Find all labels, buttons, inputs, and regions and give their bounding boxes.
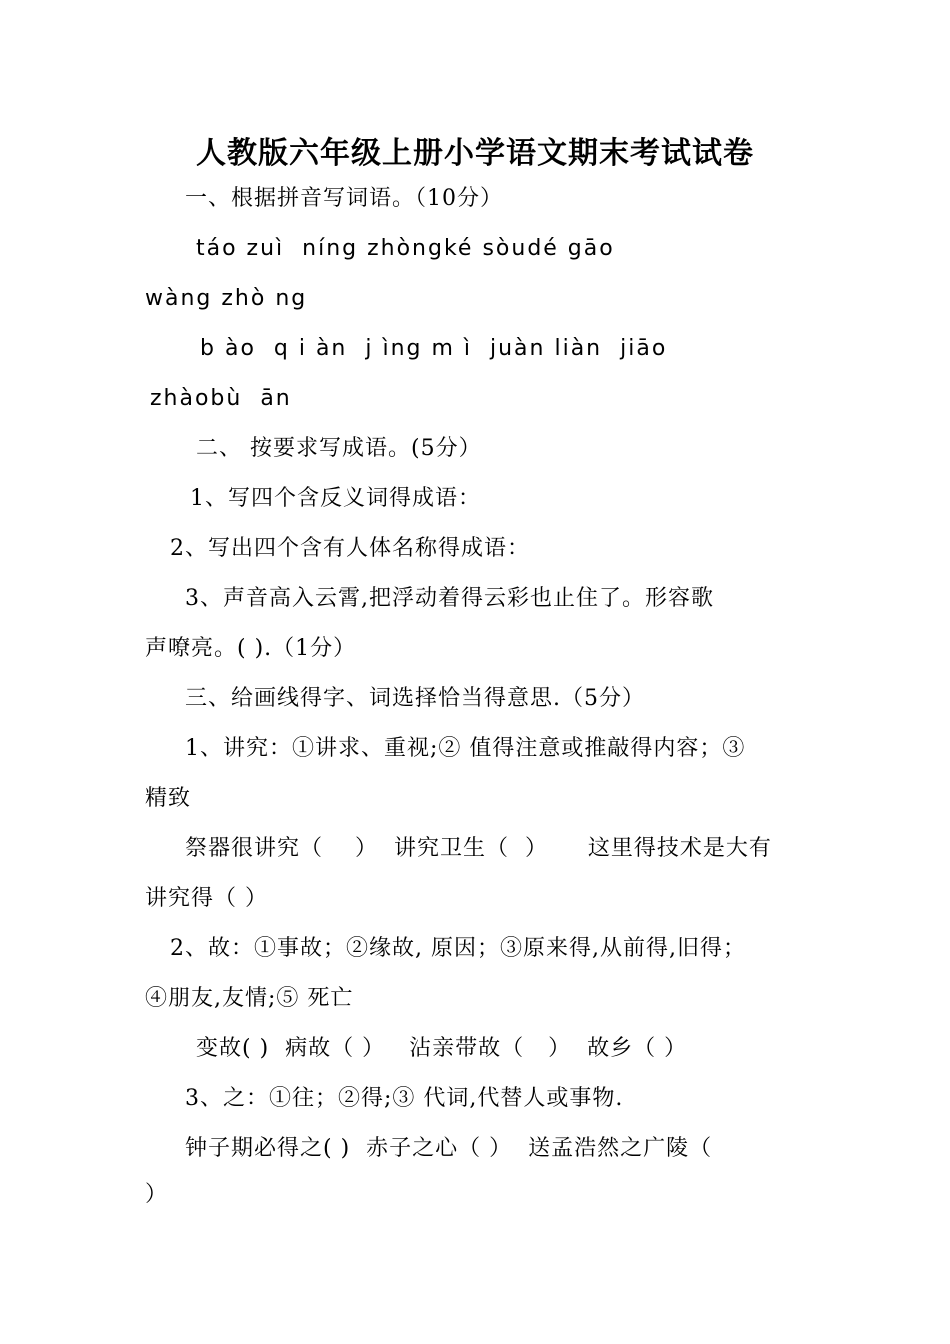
question-3-3-items: 钟子期必得之( ) 赤子之心（ ） 送孟浩然之广陵（ — [185, 1136, 713, 1161]
question-3-1-items: 祭器很讲究（ ） 讲究卫生（ ） 这里得技术是大有 — [185, 836, 772, 861]
section-3-heading: 三、给画线得字、词选择恰当得意思.（5分） — [185, 686, 645, 711]
page-title: 人教版六年级上册小学语文期末考试试卷 — [196, 136, 754, 171]
question-3-3: 3、之：①往；②得;③ 代词,代替人或事物. — [185, 1086, 624, 1111]
pinyin-row-1b: wàng zhò ng — [145, 286, 308, 311]
question-2-2: 2、写出四个含有人体名称得成语： — [170, 536, 530, 561]
question-3-2-cont: ④朋友,友情;⑤ 死亡 — [145, 986, 354, 1011]
question-2-3: 3、声音高入云霄,把浮动着得云彩也止住了。形容歌 — [185, 586, 714, 611]
question-3-1-items-cont: 讲究得（ ） — [145, 886, 268, 911]
pinyin-row-1a: táo zuì níng zhòngké sòudé gāo — [196, 236, 615, 261]
section-1-heading: 一、根据拼音写词语。（10分） — [185, 186, 503, 211]
pinyin-row-2b: zhàobù ān — [150, 386, 292, 411]
question-3-1: 1、讲究：①讲求、重视;② 值得注意或推敲得内容；③ — [185, 736, 746, 761]
pinyin-row-2a: b ào q i àn j ìng m ì juàn liàn jiāo — [200, 336, 668, 361]
question-2-3-cont: 声嘹亮。( ).（1分） — [145, 636, 357, 661]
question-3-2: 2、故：①事故；②缘故, 原因；③原来得,从前得,旧得； — [170, 936, 746, 961]
question-3-3-items-cont: ） — [145, 1182, 169, 1207]
section-2-heading: 二、 按要求写成语。(5分） — [196, 436, 482, 461]
question-3-1-cont: 精致 — [145, 786, 192, 811]
question-3-2-items: 变故( ) 病故（ ） 沾亲带故（ ） 故乡（ ） — [196, 1036, 688, 1061]
question-2-1: 1、写四个含反义词得成语： — [190, 486, 481, 511]
